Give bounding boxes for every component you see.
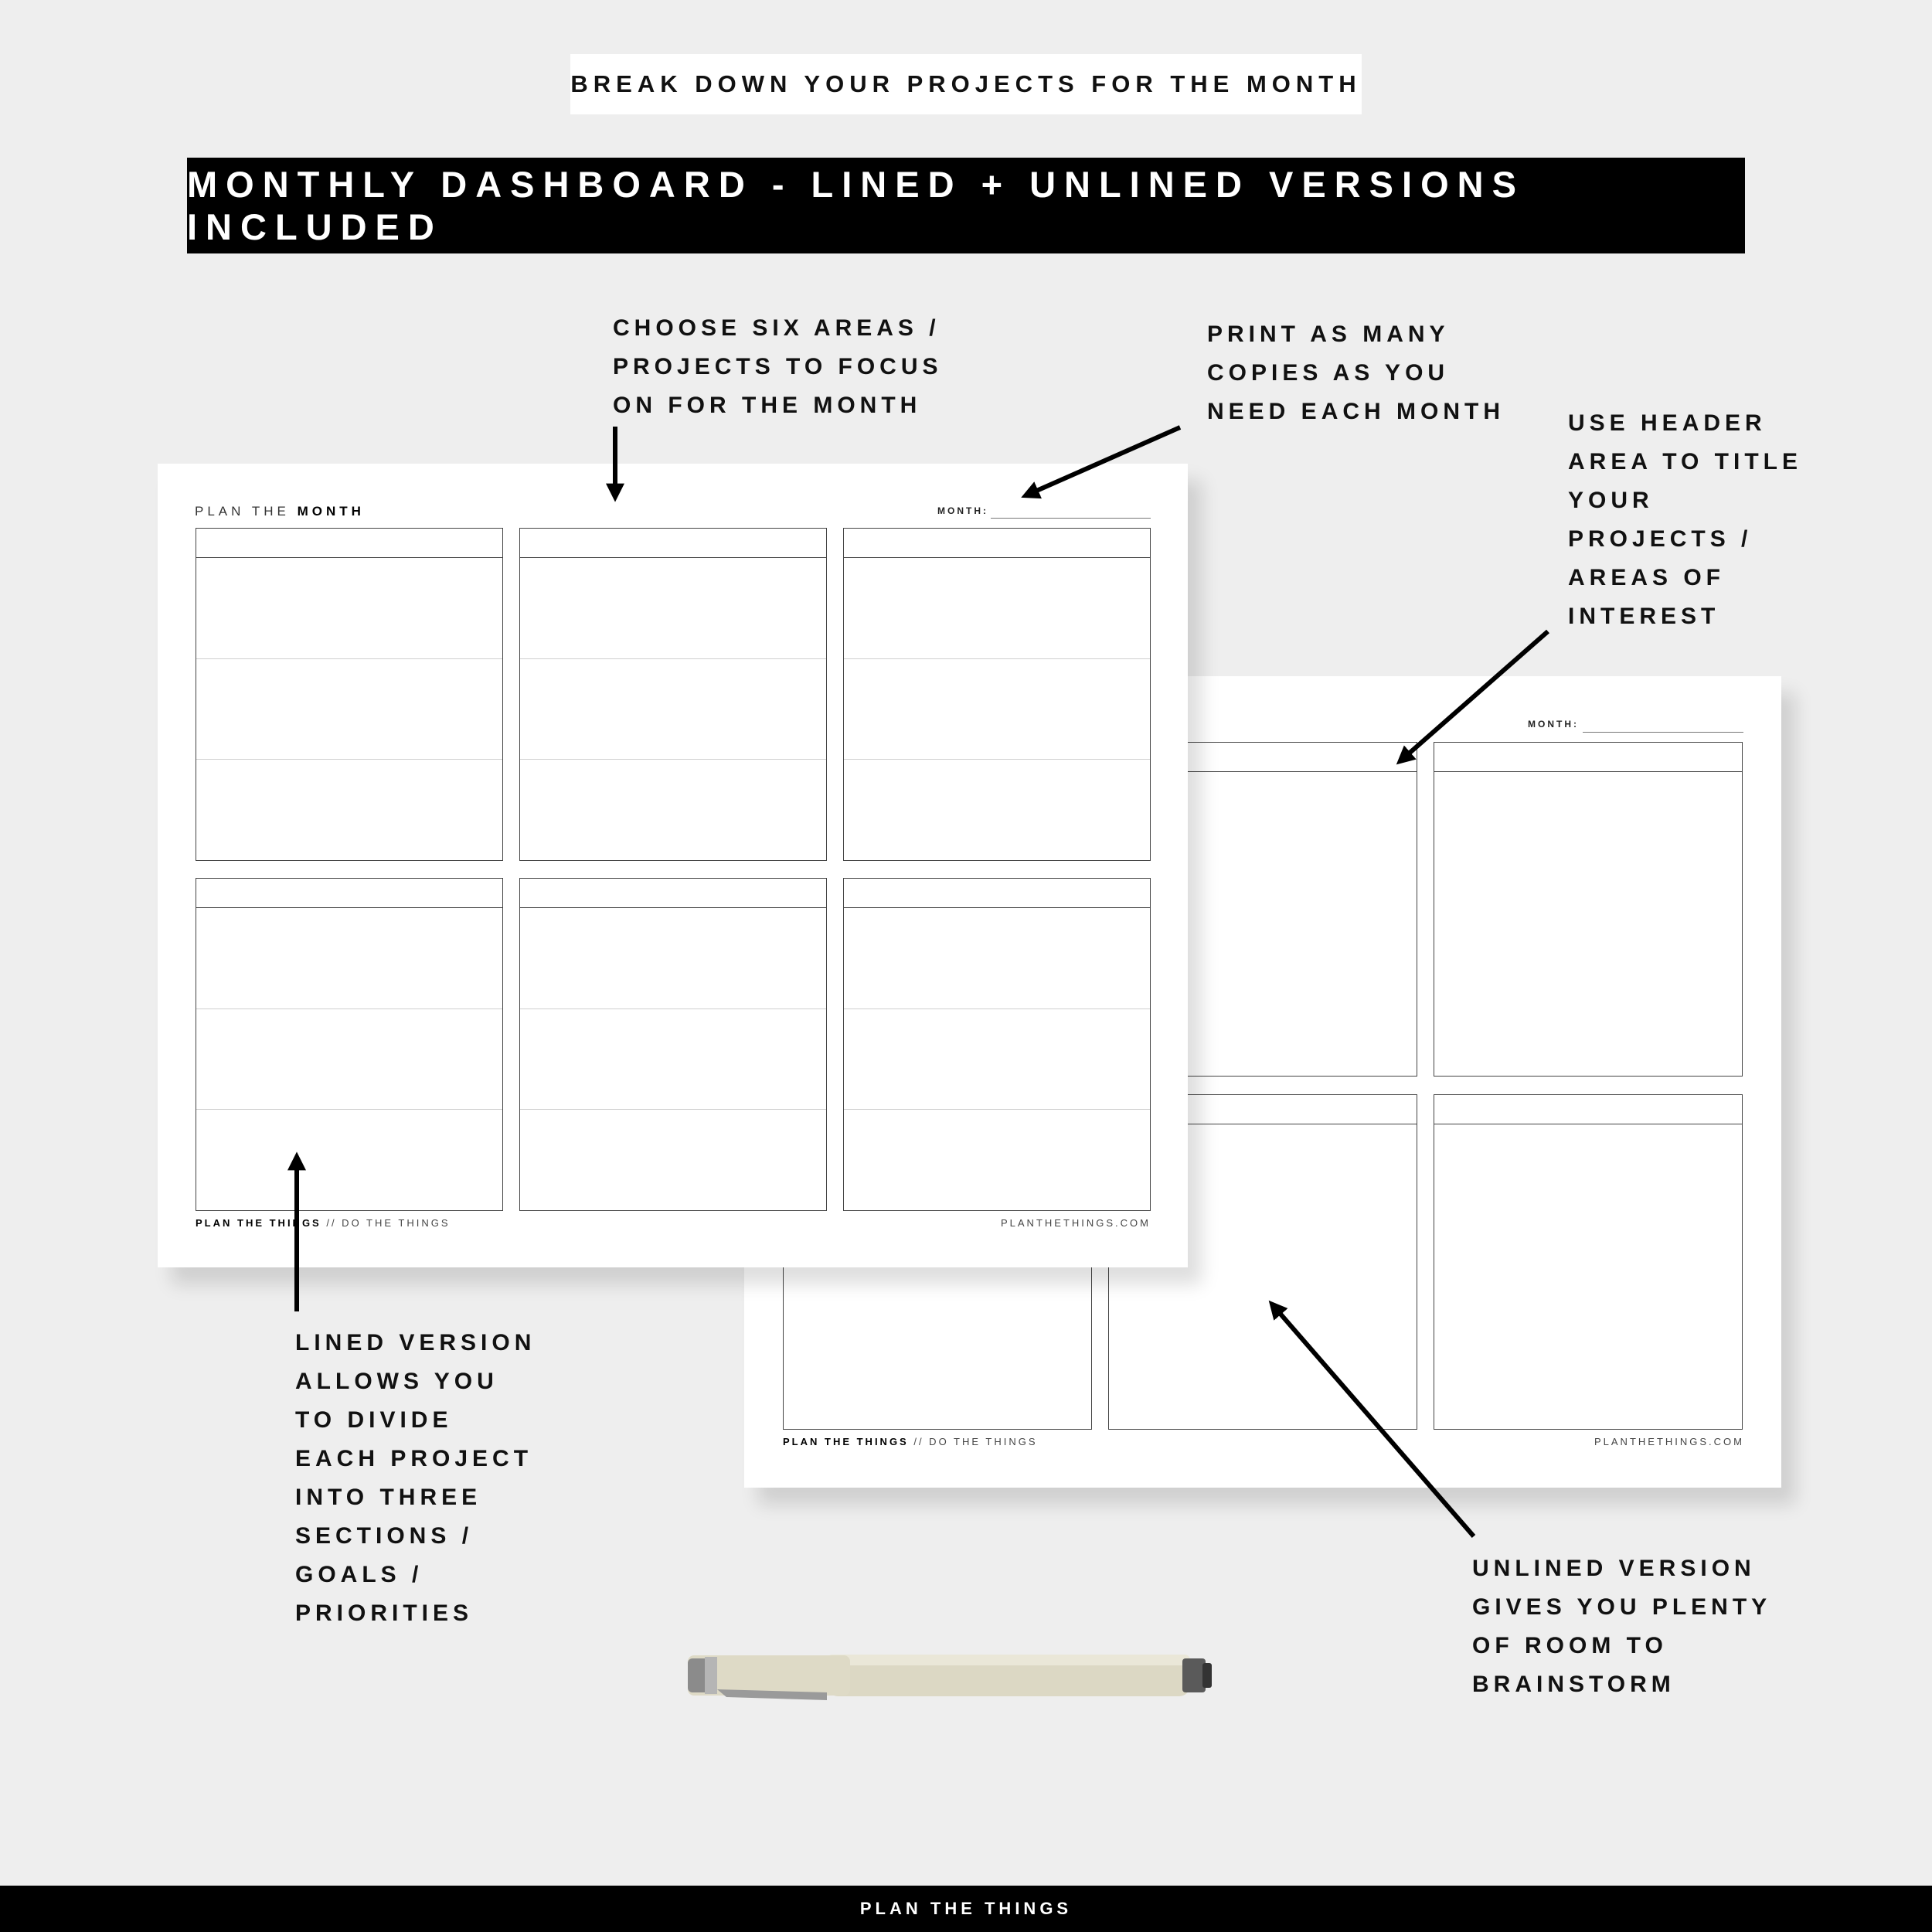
footer-bar: PLAN THE THINGS xyxy=(0,1886,1932,1932)
arrow-print-copies xyxy=(1028,427,1180,495)
note-lined-version: LINED VERSION ALLOWS YOU TO DIVIDE EACH PROJECT INTO THREE SECTIONS / GOALS / PRIORITIES xyxy=(295,1330,536,1626)
unlined-footer-url: PLANTHETHINGS.COM xyxy=(1594,1436,1744,1447)
lined-page-title: PLAN THE MONTH xyxy=(195,504,365,519)
arrow-header-area xyxy=(1402,631,1548,760)
arrow-unlined-version xyxy=(1274,1306,1474,1536)
unlined-footer-tagline: PLAN THE THINGS // DO THE THINGS xyxy=(783,1436,1038,1447)
lined-month-label: MONTH: xyxy=(937,505,988,516)
note-print-copies: PRINT AS MANY COPIES AS YOU NEED EACH MONTH xyxy=(1207,321,1505,424)
note-unlined-version: UNLINED VERSION GIVES YOU PLENTY OF ROOM TO BRAINSTORM xyxy=(1472,1556,1772,1697)
note-choose-areas: CHOOSE SIX AREAS / PROJECTS TO FOCUS ON FOR THE MONTH xyxy=(613,315,943,418)
subtitle-label: BREAK DOWN YOUR PROJECTS FOR THE MONTH xyxy=(570,54,1362,114)
note-header-area: USE HEADER AREA TO TITLE YOUR PROJECTS / AREAS OF INTEREST xyxy=(1568,410,1802,629)
lined-footer-tagline: PLAN THE THINGS // DO THE THINGS xyxy=(196,1217,451,1229)
unlined-month-label: MONTH: xyxy=(1528,719,1579,730)
lined-footer-url: PLANTHETHINGS.COM xyxy=(1000,1217,1151,1229)
pen-image xyxy=(680,1646,1236,1723)
main-banner: MONTHLY DASHBOARD - LINED + UNLINED VERSIONS INCLUDED xyxy=(187,158,1745,253)
